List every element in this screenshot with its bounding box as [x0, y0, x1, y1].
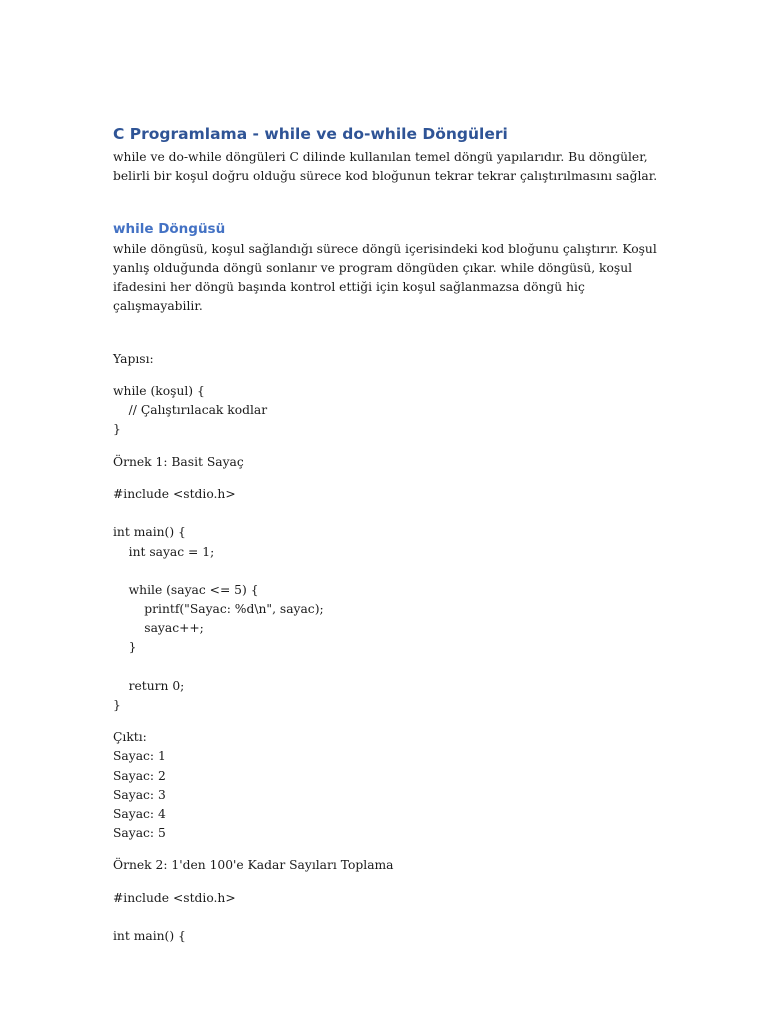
document-title: C Programlama - while ve do-while Döngüleri: [113, 125, 508, 143]
structure-code-block: [113, 382, 673, 440]
code-line: int main() {: [113, 928, 186, 943]
code-line: sayac++;: [113, 621, 204, 636]
output-line: Sayac: 1: [113, 749, 166, 764]
example2-code-block: [113, 889, 673, 947]
example1-title: Örnek 1: Basit Sayaç: [113, 454, 244, 469]
intro-line: belirli bir koşul doğru olduğu sürece kod bloğunun tekrar tekrar çalıştırılmasını sağlar.: [113, 169, 658, 184]
code-line: [113, 658, 673, 677]
code-line: }: [113, 640, 137, 655]
code-line: [113, 504, 673, 523]
document-content: [113, 124, 673, 946]
example2-title: Örnek 2: 1'den 100'e Kadar Sayıları Toplama: [113, 858, 394, 873]
output-line: Sayac: 2: [113, 768, 166, 783]
output-line: Çıktı:: [113, 730, 147, 745]
code-line: int main() {: [113, 525, 186, 540]
code-line: }: [113, 422, 121, 437]
code-line: [113, 562, 673, 581]
code-line: // Çalıştırılacak kodlar: [113, 403, 268, 418]
output-line: Sayac: 5: [113, 826, 166, 841]
code-line: }: [113, 698, 121, 712]
while-description-line: while döngüsü, koşul sağlandığı sürece döngü içerisindeki kod bloğunu çalıştırır. Koşul: [113, 241, 657, 256]
output-line: Sayac: 4: [113, 806, 166, 821]
output-line: Sayac: 3: [113, 787, 166, 802]
code-line: [113, 908, 673, 927]
section-heading-while: while Döngüsü: [113, 220, 226, 237]
while-description-line: yanlış olduğunda döngü sonlanır ve program döngüden çıkar. while döngüsü, koşul: [113, 260, 633, 275]
intro-line: while ve do-while döngüleri C dilinde kullanılan temel döngü yapılarıdır. Bu döngüler,: [113, 150, 648, 164]
code-line: printf("Sayac: %d\n", sayac);: [113, 602, 324, 617]
code-line: #include <stdio.h>: [113, 890, 236, 905]
example1-code-block: [113, 485, 673, 715]
example1-output: [113, 728, 673, 843]
intro-paragraph: [113, 148, 673, 187]
while-description: [113, 240, 673, 317]
code-line: int sayac = 1;: [113, 544, 215, 559]
code-line: while (koşul) {: [113, 384, 205, 399]
code-line: #include <stdio.h>: [113, 486, 236, 501]
while-description-line: ifadesini her döngü başında kontrol ettiği için koşul sağlanmazsa döngü hiç çalışmayabilir.: [113, 280, 585, 314]
code-line: return 0;: [113, 678, 185, 693]
code-line: while (sayac <= 5) {: [113, 582, 259, 597]
structure-label: Yapısı:: [113, 351, 154, 366]
